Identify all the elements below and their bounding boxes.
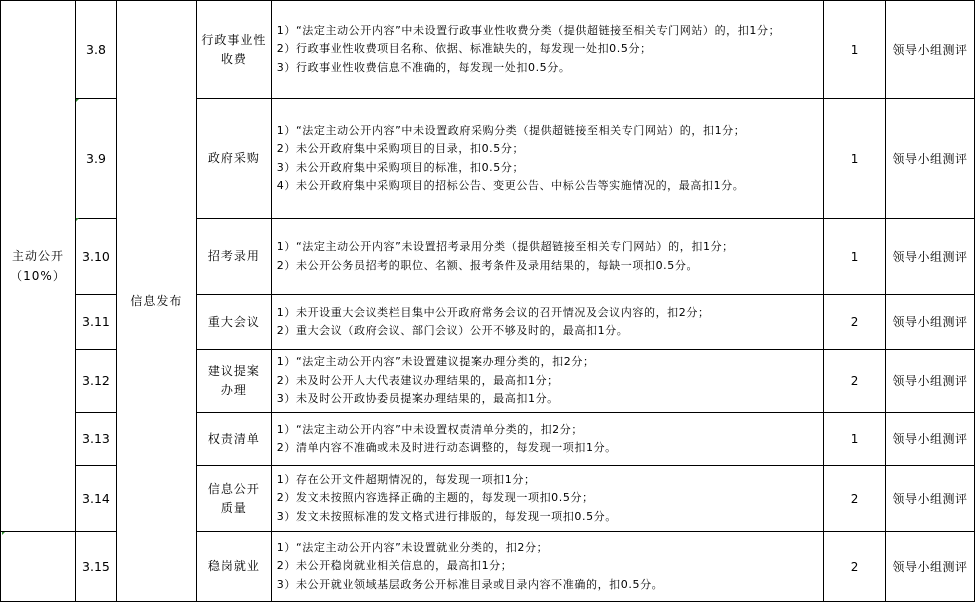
score-cell: 1 <box>824 219 886 295</box>
score-cell: 2 <box>824 295 886 350</box>
score-cell: 2 <box>824 350 886 413</box>
category-weight: （10%） <box>10 269 66 283</box>
criteria-cell: 1）“法定主动公开内容”中未设置政府采购分类（提供超链接至相关专门网站）的，扣1分； 2）未公开政府集中采购项目的目录，扣0.5分； 3）未公开政府集中采购项目的标准，扣0.5分； 4）未公开政府集中采购项目的招标公告、变更公告、中标公告等实施情况的，最高扣1分。 <box>271 99 823 219</box>
method-cell: 领导小组测评 <box>886 99 975 219</box>
item-name: 行政事业性 收费 <box>196 1 271 99</box>
item-number: 3.14 <box>75 466 116 532</box>
item-name: 重大会议 <box>196 295 271 350</box>
criteria-cell: 1）存在公开文件超期情况的，每发现一项扣1分； 2）发文未按照内容选择正确的主题的，每发现一项扣0.5分； 3）发文未按照标准的发文格式进行排版的，每发现一项扣0.5分。 <box>271 466 823 532</box>
cell-comment-indicator <box>76 99 79 102</box>
item-number: 3.10 <box>75 219 116 295</box>
item-name: 信息公开 质量 <box>196 466 271 532</box>
table-row <box>1 1 975 99</box>
cell-comment-indicator <box>76 218 79 221</box>
score-cell: 1 <box>824 413 886 466</box>
criteria-cell: 1）未开设重大会议类栏目集中公开政府常务会议的召开情况及会议内容的，扣2分； 2）重大会议（政府会议、部门会议）公开不够及时的，最高扣1分。 <box>271 295 823 350</box>
category-label: 主动公开 <box>11 249 64 263</box>
item-number: 3.8 <box>75 1 116 99</box>
score-cell: 1 <box>824 99 886 219</box>
item-name: 招考录用 <box>196 219 271 295</box>
score-cell: 2 <box>824 532 886 602</box>
criteria-cell: 1）“法定主动公开内容”未设置建议提案办理分类的，扣2分； 2）未及时公开人大代表建议办理结果的，最高扣1分； 3）未及时公开政协委员提案办理结果的，最高扣1分。 <box>271 350 823 413</box>
method-cell: 领导小组测评 <box>886 466 975 532</box>
method-cell: 领导小组测评 <box>886 295 975 350</box>
item-number: 3.15 <box>75 532 116 602</box>
score-cell: 1 <box>824 1 886 99</box>
item-number: 3.11 <box>75 295 116 350</box>
criteria-cell: 1）“法定主动公开内容”中未设置行政事业性收费分类（提供超链接至相关专门网站）的，扣1分； 2）行政事业性收费项目名称、依据、标准缺失的，每发现一处扣0.5分； 3）行政事业性收费信息不准确的，每发现一处扣0.5分。 <box>271 1 823 99</box>
item-number: 3.12 <box>75 350 116 413</box>
subcategory-cell: 信息发布 <box>116 1 196 602</box>
item-number: 3.9 <box>75 99 116 219</box>
item-name: 政府采购 <box>196 99 271 219</box>
item-name: 建议提案 办理 <box>196 350 271 413</box>
method-cell: 领导小组测评 <box>886 1 975 99</box>
method-cell: 领导小组测评 <box>886 219 975 295</box>
cell-comment-indicator <box>2 532 5 535</box>
method-cell: 领导小组测评 <box>886 350 975 413</box>
item-number: 3.13 <box>75 413 116 466</box>
score-cell: 2 <box>824 466 886 532</box>
category-cell <box>1 1 76 532</box>
method-cell: 领导小组测评 <box>886 532 975 602</box>
criteria-cell: 1）“法定主动公开内容”未设置就业分类的，扣2分； 2）未公开稳岗就业相关信息的，最高扣1分； 3）未公开就业领域基层政务公开标准目录或目录内容不准确的，扣0.5分。 <box>271 532 823 602</box>
method-cell: 领导小组测评 <box>886 413 975 466</box>
criteria-cell: 1）“法定主动公开内容”未设置招考录用分类（提供超链接至相关专门网站）的，扣1分； 2）未公开公务员招考的职位、名额、报考条件及录用结果的，每缺一项扣0.5分。 <box>271 219 823 295</box>
criteria-cell: 1）“法定主动公开内容”中未设置权责清单分类的，扣2分； 2）清单内容不准确或未及时进行动态调整的，每发现一项扣1分。 <box>271 413 823 466</box>
empty-category-cell <box>1 532 76 602</box>
item-name: 稳岗就业 <box>196 532 271 602</box>
item-name: 权责清单 <box>196 413 271 466</box>
